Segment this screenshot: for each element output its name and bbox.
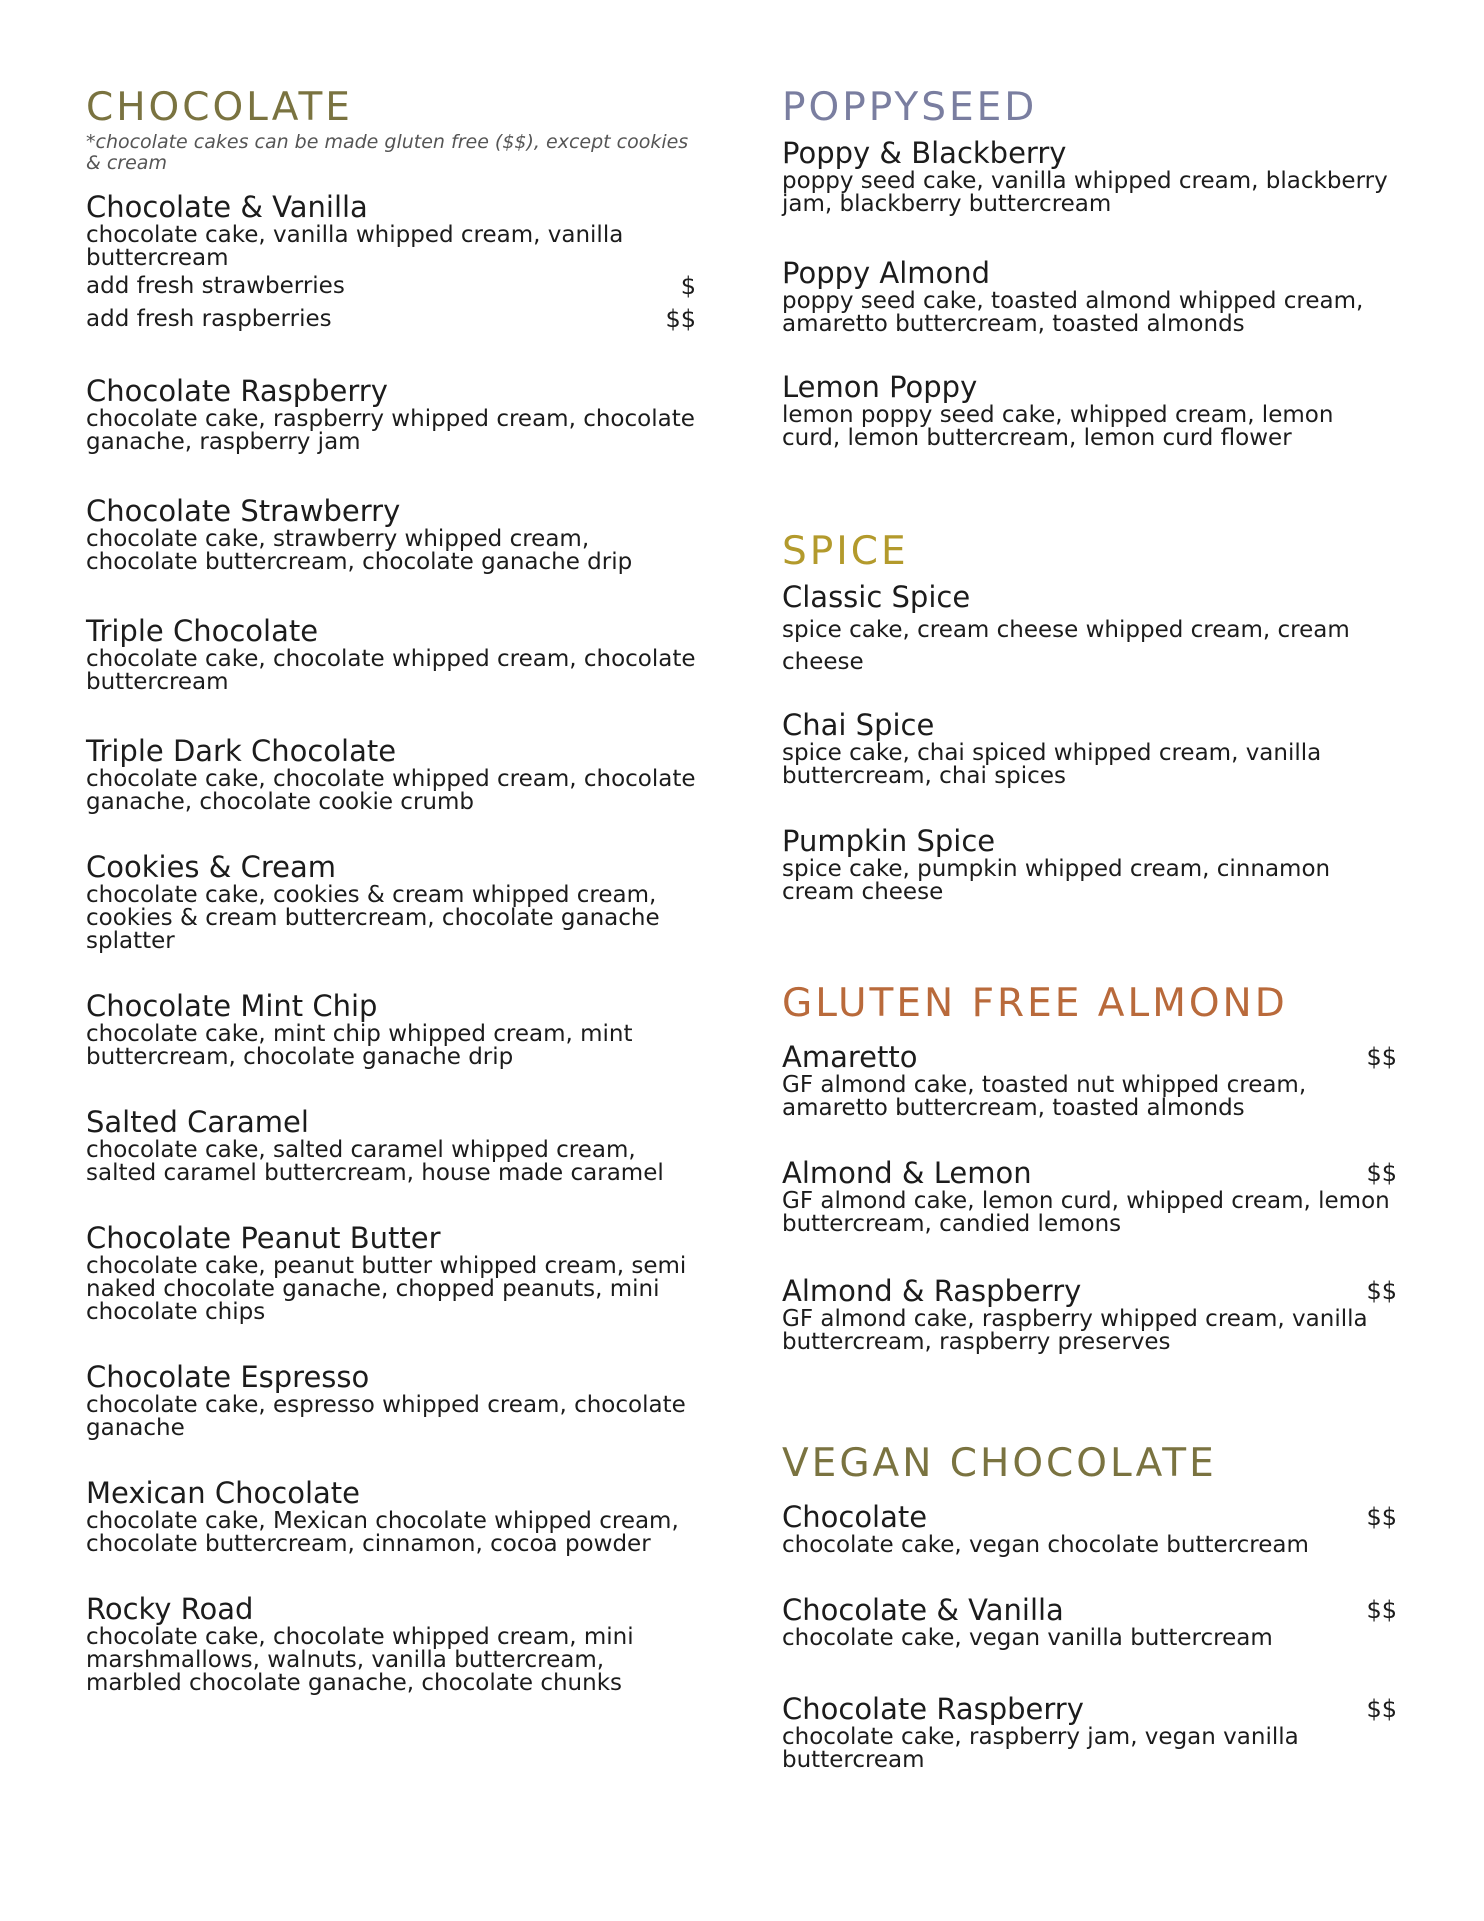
menu-column-right [782,86,1397,1772]
item-desc: chocolate cake, chocolate whipped cream, chocolate buttercream [86,646,696,695]
menu-item [86,1360,696,1440]
item-name: Triple Chocolate [86,614,319,648]
section-title-vegan-chocolate: VEGAN CHOCOLATE [782,1441,1217,1486]
menu-item [86,614,696,694]
item-desc: chocolate cake, vanilla whipped cream, vanilla buttercream [86,222,624,271]
item-name: Chocolate Peanut Butter [86,1221,441,1255]
item-name: Chocolate Espresso [86,1360,370,1394]
item-name: Chocolate & Vanilla [782,1593,1064,1627]
item-desc: lemon poppy seed cake, whipped cream, lemon curd, lemon buttercream, lemon curd flower [782,402,1334,451]
menu-item [86,494,696,574]
menu-item [782,1040,1397,1120]
item-name: Mexican Chocolate [86,1476,360,1510]
item-price: $$ [1366,1695,1397,1723]
item-name: Chocolate Raspberry [782,1692,1084,1726]
item-desc: chocolate cake, raspberry jam, vegan vanilla buttercream [782,1724,1299,1773]
item-price: $$ [1366,1159,1397,1187]
item-name: Triple Dark Chocolate [86,734,397,768]
item-name: Amaretto [782,1040,918,1074]
addon-price: $$ [665,305,696,333]
item-desc: chocolate cake, vegan vanilla buttercream [782,1625,1273,1651]
item-desc: GF almond cake, raspberry whipped cream, vanilla buttercream, raspberry preserves [782,1306,1368,1355]
item-name: Pumpkin Spice [782,824,996,858]
item-name: Chocolate [782,1500,928,1534]
item-name: Chocolate & Vanilla [86,190,368,224]
item-desc: spice cake, pumpkin whipped cream, cinnamon cream cheese [782,856,1331,905]
menu-item [86,734,696,814]
section-title-gluten-free-almond: GLUTEN FREE ALMOND [782,981,1288,1026]
item-name: Almond & Raspberry [782,1274,1082,1308]
menu-item [782,824,1397,904]
item-name: Poppy & Blackberry [782,136,1067,170]
item-name: Almond & Lemon [782,1156,1032,1190]
menu-item [782,1500,1397,1557]
section-title-spice: SPICE [782,529,909,574]
addon-label: add fresh raspberries [86,306,332,332]
item-price: $$ [1366,1503,1397,1531]
item-desc: poppy seed cake, vanilla whipped cream, blackberry jam, blackberry buttercream [782,168,1388,217]
item-desc: chocolate cake, vegan chocolate buttercream [782,1532,1309,1558]
item-price: $$ [1366,1596,1397,1624]
menu-item [782,708,1397,788]
item-name: Chai Spice [782,708,935,742]
addon-row [86,303,696,336]
section-note-chocolate: *chocolate cakes can be made gluten free ($$), except cookies & cream [86,131,689,174]
menu-item [782,1156,1397,1236]
item-name: Lemon Poppy [782,370,978,404]
addon-label: add fresh strawberries [86,273,345,299]
item-desc: chocolate cake, peanut butter whipped cream, semi naked chocolate ganache, chopped peanuts, mini chocolate chips [86,1253,687,1325]
item-name: Rocky Road [86,1592,254,1626]
item-desc: poppy seed cake, toasted almond whipped cream, amaretto buttercream, toasted almonds [782,288,1364,337]
item-price: $$ [1366,1043,1397,1071]
item-name: Cookies & Cream [86,850,336,884]
addon-row [86,270,696,303]
menu-item [782,256,1397,336]
item-desc: chocolate cake, cookies & cream whipped cream, cookies & cream buttercream, chocolate ganache splatter [86,882,660,954]
section-title-chocolate: CHOCOLATE [86,85,353,130]
item-desc: chocolate cake, raspberry whipped cream, chocolate ganache, raspberry jam [86,406,695,455]
item-desc: chocolate cake, espresso whipped cream, chocolate ganache [86,1392,686,1441]
item-desc: chocolate cake, salted caramel whipped cream, salted caramel buttercream, house made caramel [86,1137,664,1186]
item-name: Chocolate Mint Chip [86,989,378,1023]
menu-item [86,1476,696,1556]
item-price: $$ [1366,1277,1397,1305]
menu-item [782,136,1397,216]
menu-item [782,1692,1397,1772]
menu-item [86,374,696,454]
item-desc: spice cake, cream cheese whipped cream, cream cheese [782,617,1350,675]
section-title-poppyseed: POPPYSEED [782,85,1038,130]
item-desc: GF almond cake, toasted nut whipped cream, amaretto buttercream, toasted almonds [782,1072,1307,1121]
item-name: Salted Caramel [86,1105,309,1139]
item-name: Classic Spice [782,580,971,614]
menu-item [782,1274,1397,1354]
item-name: Chocolate Strawberry [86,494,401,528]
menu-column-left [86,86,696,1695]
menu-item [86,1592,696,1695]
menu-item [86,1105,696,1185]
addon-price: $ [680,272,696,300]
item-desc: GF almond cake, lemon curd, whipped cream, lemon buttercream, candied lemons [782,1188,1390,1237]
menu-item [782,580,1397,678]
item-desc: chocolate cake, mint chip whipped cream, mint buttercream, chocolate ganache drip [86,1021,633,1070]
menu-item [782,370,1397,450]
item-desc: spice cake, chai spiced whipped cream, vanilla buttercream, chai spices [782,740,1322,789]
menu-item [86,1221,696,1324]
item-desc: chocolate cake, Mexican chocolate whipped cream, chocolate buttercream, cinnamon, cocoa powder [86,1508,679,1557]
menu-item [86,190,696,336]
menu-item [782,1593,1397,1650]
item-name: Poppy Almond [782,256,991,290]
menu-item [86,850,696,953]
item-desc: chocolate cake, chocolate whipped cream, chocolate ganache, chocolate cookie crumb [86,766,696,815]
item-desc: chocolate cake, chocolate whipped cream, mini marshmallows, walnuts, vanilla buttercream, marbled chocolate ganache, chocolate chunks [86,1624,634,1696]
item-desc: chocolate cake, strawberry whipped cream, chocolate buttercream, chocolate ganache drip [86,526,633,575]
item-name: Chocolate Raspberry [86,374,388,408]
menu-item [86,989,696,1069]
